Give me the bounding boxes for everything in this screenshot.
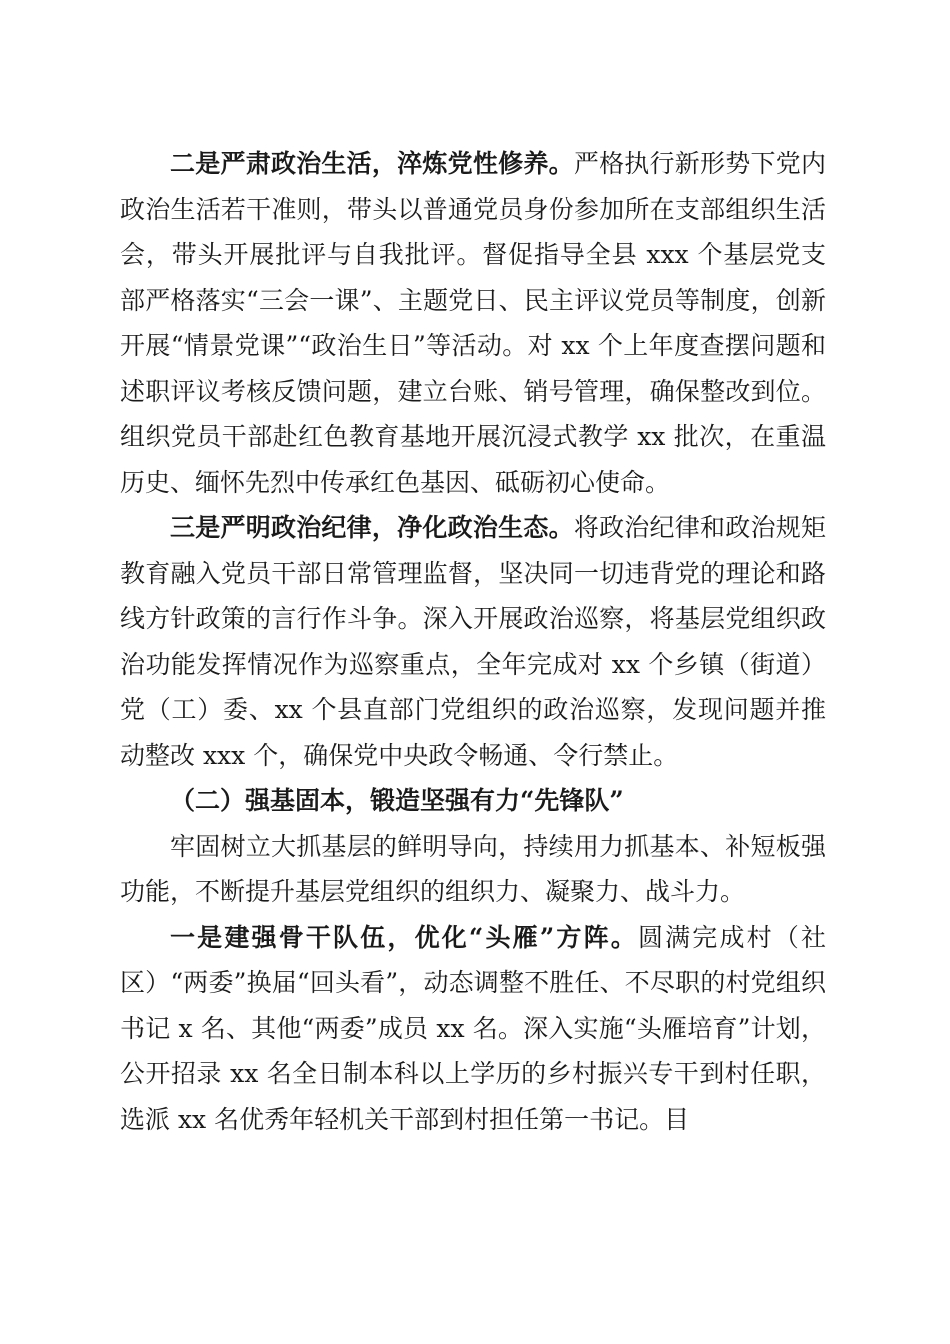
paragraph-text: 将政治纪律和政治规矩教育融入党员干部日常管理监督，坚决同一切违背党的理论和路线方针政策的言行作斗争。深入开展政治巡察，将基层党组织政治功能发挥情况作为巡察重点，全年完成对 xx 个乡镇（街道）党（工）委、xx 个县直部门党组织的政治巡察，发现问题并推动整改 xxx 个，确保党中央政令畅通、令行禁止。 xyxy=(120,513,826,770)
paragraph-lead: 三是严明政治纪律，净化政治生态。 xyxy=(170,513,574,542)
paragraph-political-discipline xyxy=(120,505,826,778)
paragraph-lead: 二是严肃政治生活，淬炼党性修养。 xyxy=(170,149,574,178)
paragraph-strict-political-life xyxy=(120,141,826,505)
paragraph-text: 严格执行新形势下党内政治生活若干准则，带头以普通党员身份参加所在支部组织生活会，带头开展批评与自我批评。督促指导全县 xxx 个基层党支部严格落实“三会一课”、主题党日、民主评议党员等制度，创新开展“情景党课”“政治生日”等活动。对 xx 个上年度查摆问题和述职评议考核反馈问题，建立台账、销号管理，确保整改到位。组织党员干部赴红色教育基地开展沉浸式教学 xx 批次，在重温历史、缅怀先烈中传承红色基因、砥砺初心使命。 xyxy=(120,149,826,497)
paragraph-lead: 一是建强骨干队伍，优化“头雁”方阵。 xyxy=(170,922,638,952)
document-body xyxy=(120,141,826,1142)
section-intro: 牢固树立大抓基层的鲜明导向，持续用力抓基本、补短板强功能，不断提升基层党组织的组织力、凝聚力、战斗力。 xyxy=(120,831,826,906)
section-heading: （二）强基固本，锻造坚强有力“先锋队” xyxy=(170,786,624,815)
paragraph-backbone-team xyxy=(120,915,826,1143)
paragraph-text: 圆满完成村（社区）“两委”换届“回头看”，动态调整不胜任、不尽职的村党组织书记 x 名、其他“两委”成员 xx 名。深入实施“头雁培育”计划，公开招录 xx 名全日制本科以上学历的乡村振兴专干到村任职，选派 xx 名优秀年轻机关干部到村担任第一书记。目 xyxy=(120,922,826,1134)
